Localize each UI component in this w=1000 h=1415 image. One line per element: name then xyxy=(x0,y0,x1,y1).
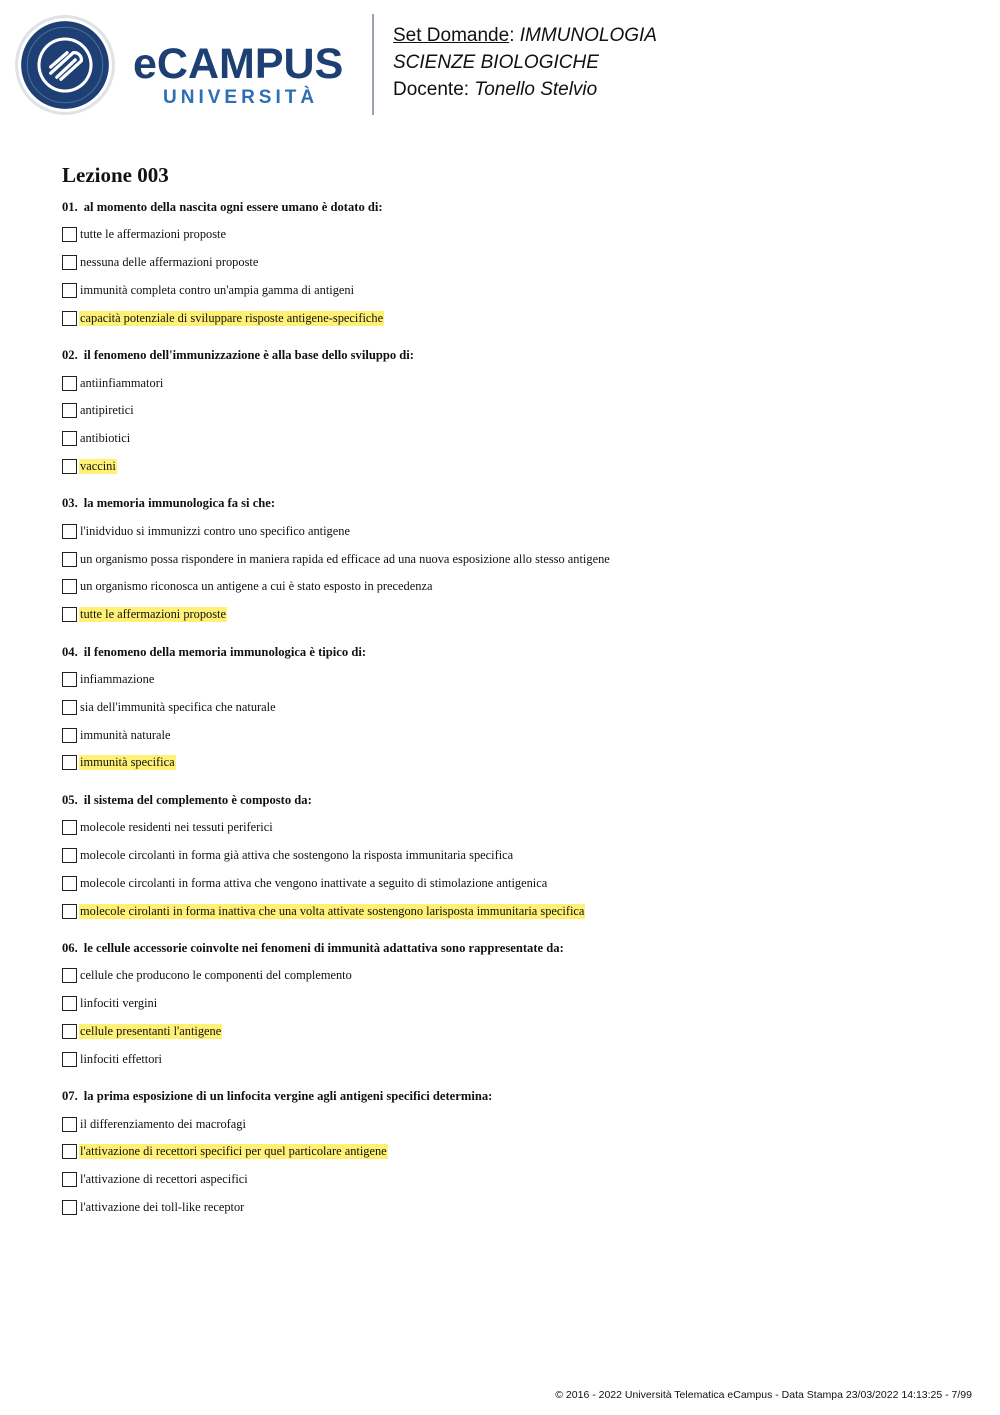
course-line xyxy=(393,49,657,76)
header-info xyxy=(393,22,657,103)
ecampus-seal-logo xyxy=(14,14,116,116)
answer-text-highlighted: cellule presentanti l'antigene xyxy=(80,1023,222,1038)
answer-checkbox[interactable] xyxy=(62,996,77,1011)
question-number: 01. xyxy=(62,200,78,214)
answer-text: sia dell'immunità specifica che naturale xyxy=(80,699,276,714)
answer-text-highlighted: immunità specifica xyxy=(80,755,175,770)
answer-text-highlighted: capacità potenziale di sviluppare risposte antigene-specifiche xyxy=(80,310,384,325)
answer-option[interactable] xyxy=(62,897,962,925)
answer-option[interactable] xyxy=(62,1045,962,1073)
question-text xyxy=(62,494,962,512)
lesson-title: Lezione 003 xyxy=(62,163,169,187)
answer-checkbox[interactable] xyxy=(62,283,77,298)
answer-text: infiammazione xyxy=(80,671,155,686)
question-block xyxy=(62,791,962,925)
answer-checkbox[interactable] xyxy=(62,607,77,622)
brand-subtitle: UNIVERSITÀ xyxy=(163,87,319,108)
answer-option[interactable] xyxy=(62,573,962,601)
question-label: il sistema del complemento è composto da: xyxy=(83,792,312,807)
answer-option[interactable] xyxy=(62,990,962,1018)
answer-text: cellule che producono le componenti del complemento xyxy=(80,968,352,983)
question-text xyxy=(62,791,962,809)
answer-option[interactable] xyxy=(62,1166,962,1194)
answer-checkbox[interactable] xyxy=(62,431,77,446)
answer-option[interactable] xyxy=(62,666,962,694)
set-value: IMMUNOLOGIA xyxy=(519,25,657,46)
answer-checkbox[interactable] xyxy=(62,968,77,983)
page-header xyxy=(0,0,1000,130)
answer-option[interactable] xyxy=(62,517,962,545)
answer-checkbox[interactable] xyxy=(62,848,77,863)
answer-option[interactable] xyxy=(62,814,962,842)
answer-option[interactable] xyxy=(62,1194,962,1222)
answer-text: il differenziamento dei macrofagi xyxy=(80,1116,246,1131)
answer-text-highlighted: molecole cirolanti in forma inattiva che una volta attivate sostengono larisposta immunitaria specifica xyxy=(80,903,585,918)
ecampus-wordmark xyxy=(133,42,343,110)
answer-option[interactable] xyxy=(62,1110,962,1138)
question-number: 05. xyxy=(62,792,78,807)
teacher-label: Docente xyxy=(393,79,464,100)
answer-option[interactable] xyxy=(62,721,962,749)
question-content xyxy=(62,160,962,1235)
question-block xyxy=(62,1087,962,1221)
answer-checkbox[interactable] xyxy=(62,524,77,539)
answer-checkbox[interactable] xyxy=(62,311,77,326)
answer-option[interactable] xyxy=(62,1018,962,1046)
answer-text-highlighted: tutte le affermazioni proposte xyxy=(80,607,226,622)
question-text xyxy=(62,346,962,364)
page-footer: © 2016 - 2022 Università Telematica eCampus - Data Stampa 23/03/2022 14:13:25 - 7/99 xyxy=(555,1389,972,1401)
set-line: Set Domande: IMMUNOLOGIA xyxy=(393,25,657,46)
answer-option[interactable] xyxy=(62,369,962,397)
answer-text: molecole circolanti in forma attiva che vengono inattivate a seguito di stimolazione antigenica xyxy=(80,875,548,890)
answer-option[interactable] xyxy=(62,693,962,721)
answer-text: linfociti effettori xyxy=(80,1051,163,1066)
answer-text: un organismo possa rispondere in maniera rapida ed efficace ad una nuova esposizione allo stesso antigene xyxy=(80,551,610,566)
answer-option[interactable] xyxy=(62,962,962,990)
question-block xyxy=(62,939,962,1073)
answer-checkbox[interactable] xyxy=(62,1052,77,1067)
answer-option[interactable] xyxy=(62,425,962,453)
question-label: il fenomeno della memoria immunologica è tipico di: xyxy=(83,644,367,659)
answer-checkbox[interactable] xyxy=(62,1200,77,1215)
answer-text: un organismo riconosca un antigene a cui è stato esposto in precedenza xyxy=(80,579,433,594)
answer-text: immunità naturale xyxy=(80,727,171,742)
answer-checkbox[interactable] xyxy=(62,403,77,418)
question-text xyxy=(62,939,962,957)
answer-checkbox[interactable] xyxy=(62,904,77,919)
answer-checkbox[interactable] xyxy=(62,1144,77,1159)
teacher-name: Tonello Stelvio xyxy=(474,79,598,100)
answer-text: tutte le affermazioni proposte xyxy=(80,227,226,242)
answer-checkbox[interactable] xyxy=(62,820,77,835)
answer-text: nessuna delle affermazioni proposte xyxy=(80,255,259,270)
answer-text: l'attivazione dei toll-like receptor xyxy=(80,1199,245,1214)
answer-checkbox[interactable] xyxy=(62,227,77,242)
answer-option[interactable] xyxy=(62,842,962,870)
answer-option[interactable] xyxy=(62,545,962,573)
question-label: le cellule accessorie coinvolte nei fenomeni di immunità adattativa sono rappresentate da: xyxy=(83,940,564,955)
answer-option[interactable] xyxy=(62,221,962,249)
set-label: Set Domande xyxy=(393,25,510,46)
answer-option[interactable] xyxy=(62,397,962,425)
question-label: il fenomeno dell'immunizzazione è alla base dello sviluppo di: xyxy=(83,348,414,363)
question-list xyxy=(62,198,962,1221)
answer-option[interactable] xyxy=(62,249,962,277)
question-block xyxy=(62,643,962,777)
answer-option[interactable] xyxy=(62,453,962,481)
question-text xyxy=(62,198,962,216)
answer-checkbox[interactable] xyxy=(62,1117,77,1132)
answer-checkbox[interactable] xyxy=(62,755,77,770)
question-label: la prima esposizione di un linfocita vergine agli antigeni specifici determina: xyxy=(83,1089,493,1104)
question-block xyxy=(62,198,962,332)
answer-checkbox[interactable] xyxy=(62,728,77,743)
answer-option[interactable] xyxy=(62,749,962,777)
answer-text: immunità completa contro un'ampia gamma di antigeni xyxy=(80,282,355,297)
answer-text: antipiretici xyxy=(80,403,134,418)
course-name: SCIENZE BIOLOGICHE xyxy=(393,52,599,73)
answer-checkbox[interactable] xyxy=(62,700,77,715)
question-label: la memoria immunologica fa si che: xyxy=(83,496,276,511)
answer-checkbox[interactable] xyxy=(62,376,77,391)
answer-checkbox[interactable] xyxy=(62,672,77,687)
answer-text: antiinfiammatori xyxy=(80,375,164,390)
answer-text: linfociti vergini xyxy=(80,996,158,1011)
answer-text: molecole residenti nei tessuti periferici xyxy=(80,820,273,835)
answer-option[interactable] xyxy=(62,304,962,332)
teacher-line: Docente: Tonello Stelvio xyxy=(393,79,598,100)
answer-option[interactable] xyxy=(62,277,962,305)
answer-checkbox[interactable] xyxy=(62,579,77,594)
question-number: 02. xyxy=(62,348,78,363)
answer-text: molecole circolanti in forma già attiva che sostengono la risposta immunitaria specifica xyxy=(80,847,514,862)
header-divider xyxy=(372,14,374,115)
answer-text: l'inidviduo si immunizzi contro uno specifico antigene xyxy=(80,523,350,538)
answer-text: l'attivazione di recettori aspecifici xyxy=(80,1172,248,1187)
question-text xyxy=(62,1087,962,1105)
question-block xyxy=(62,494,962,628)
question-block xyxy=(62,346,962,480)
answer-checkbox[interactable] xyxy=(62,552,77,567)
answer-checkbox[interactable] xyxy=(62,1024,77,1039)
question-number: 04. xyxy=(62,644,78,659)
answer-checkbox[interactable] xyxy=(62,1172,77,1187)
question-number: 07. xyxy=(62,1089,78,1104)
answer-option[interactable] xyxy=(62,1138,962,1166)
answer-checkbox[interactable] xyxy=(62,459,77,474)
question-text xyxy=(62,643,962,661)
brand-name: eCAMPUS xyxy=(133,40,344,88)
answer-checkbox[interactable] xyxy=(62,876,77,891)
answer-option[interactable] xyxy=(62,601,962,629)
answer-text-highlighted: vaccini xyxy=(80,458,116,473)
answer-text-highlighted: l'attivazione di recettori specifici per quel particolare antigene xyxy=(80,1144,387,1159)
answer-checkbox[interactable] xyxy=(62,255,77,270)
question-number: 06. xyxy=(62,940,78,955)
question-number: 03. xyxy=(62,496,78,511)
question-label: al momento della nascita ogni essere umano è dotato di: xyxy=(83,200,383,214)
answer-text: antibiotici xyxy=(80,431,131,446)
answer-option[interactable] xyxy=(62,869,962,897)
